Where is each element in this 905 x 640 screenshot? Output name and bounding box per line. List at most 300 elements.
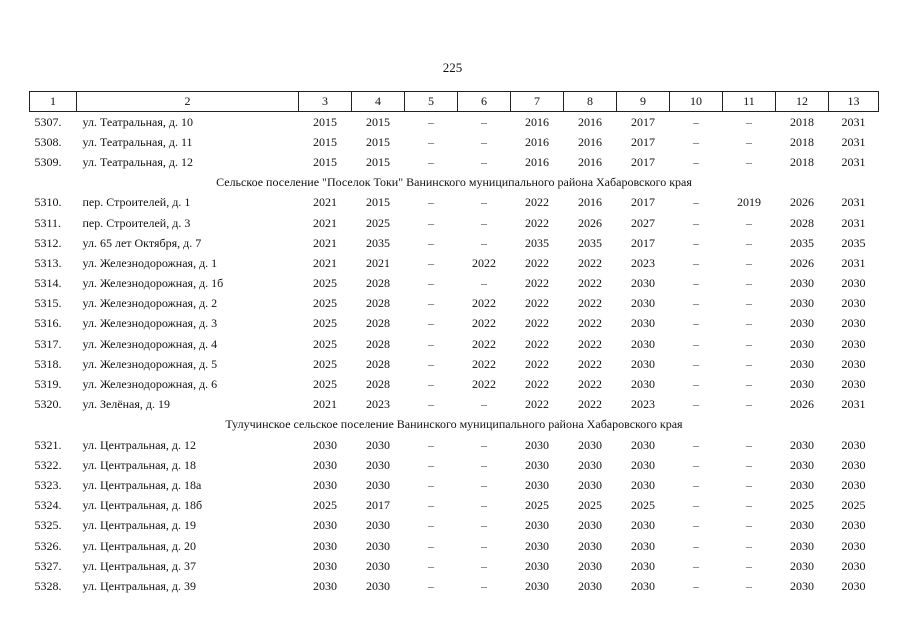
year-cell: – (693, 276, 699, 291)
year-cell: 2030 (790, 276, 814, 291)
column-header: 2 (77, 92, 299, 112)
table-row (30, 132, 879, 152)
table-row (30, 536, 879, 556)
section-row (30, 173, 879, 193)
year-cell: – (693, 578, 699, 593)
table-row (30, 294, 879, 314)
year-cell: – (428, 397, 434, 412)
year-cell: 2030 (525, 477, 549, 492)
year-cell: – (693, 437, 699, 452)
year-cell: – (428, 518, 434, 533)
year-cell: – (428, 235, 434, 250)
year-cell: – (481, 477, 487, 492)
year-cell: 2028 (366, 336, 390, 351)
year-cell: – (693, 498, 699, 513)
year-cell: 2016 (578, 154, 602, 169)
year-cell: 2030 (313, 538, 337, 553)
year-cell: – (746, 114, 752, 129)
address-cell: ул. Железнодорожная, д. 5 (82, 356, 218, 371)
year-cell: 2022 (472, 377, 496, 392)
year-cell: 2022 (525, 195, 549, 210)
year-cell: 2030 (841, 578, 866, 593)
address-cell: ул. Центральная, д. 18б (82, 498, 203, 513)
year-cell: 2022 (578, 276, 602, 291)
year-cell: 2030 (841, 477, 866, 492)
column-header: 6 (458, 92, 511, 112)
row-number-cell: 5327. (34, 558, 62, 573)
column-header: 3 (299, 92, 352, 112)
page-number: 225 (442, 60, 463, 75)
year-cell: 2030 (525, 457, 549, 472)
row-number-cell: 5315. (34, 296, 62, 311)
year-cell: 2015 (313, 134, 337, 149)
year-cell: 2025 (578, 498, 602, 513)
row-number-cell: 5312. (34, 235, 62, 250)
year-cell: – (746, 558, 752, 573)
year-cell: 2022 (472, 296, 496, 311)
address-cell: ул. Железнодорожная, д. 4 (82, 336, 218, 351)
row-number-cell: 5308. (34, 134, 62, 149)
year-cell: 2018 (790, 134, 814, 149)
year-cell: – (746, 356, 752, 371)
year-cell: – (746, 276, 752, 291)
year-cell: – (481, 558, 487, 573)
year-cell: 2030 (366, 437, 390, 452)
year-cell: 2022 (525, 276, 549, 291)
year-cell: – (481, 538, 487, 553)
year-cell: 2031 (841, 114, 866, 129)
year-cell: 2025 (841, 498, 866, 513)
year-cell: – (693, 255, 699, 270)
year-cell: – (746, 255, 752, 270)
year-cell: 2030 (790, 437, 814, 452)
year-cell: 2025 (313, 356, 337, 371)
year-cell: 2030 (366, 538, 390, 553)
column-header: 11 (723, 92, 776, 112)
year-cell: 2031 (841, 154, 866, 169)
year-cell: 2030 (366, 477, 390, 492)
year-cell: – (693, 356, 699, 371)
year-cell: – (746, 437, 752, 452)
row-number-cell: 5310. (34, 195, 62, 210)
year-cell: 2026 (790, 397, 814, 412)
year-cell: – (746, 316, 752, 331)
year-cell: 2023 (631, 255, 655, 270)
year-cell: 2017 (631, 195, 655, 210)
year-cell: – (693, 114, 699, 129)
section-heading: Сельское поселение "Поселок Токи" Ванинского муниципального района Хабаровского края (216, 175, 692, 190)
table-row (30, 213, 879, 233)
address-cell: ул. Центральная, д. 39 (82, 578, 197, 593)
year-cell: 2030 (631, 377, 655, 392)
row-number-cell: 5325. (34, 518, 62, 533)
year-cell: 2025 (313, 498, 337, 513)
year-cell: 2022 (525, 377, 549, 392)
year-cell: 2030 (790, 336, 814, 351)
year-cell: 2030 (631, 296, 655, 311)
table-row (30, 556, 879, 576)
year-cell: 2026 (790, 195, 814, 210)
address-cell: ул. Железнодорожная, д. 1б (82, 276, 224, 291)
year-cell: 2022 (578, 255, 602, 270)
year-cell: 2017 (631, 235, 655, 250)
year-cell: – (693, 316, 699, 331)
year-cell: – (428, 114, 434, 129)
year-cell: – (428, 457, 434, 472)
year-cell: – (693, 336, 699, 351)
year-cell: 2030 (313, 477, 337, 492)
year-cell: 2025 (313, 276, 337, 291)
year-cell: 2035 (525, 235, 549, 250)
year-cell: 2022 (472, 316, 496, 331)
year-cell: 2030 (313, 437, 337, 452)
year-cell: 2022 (578, 397, 602, 412)
year-cell: 2030 (841, 518, 866, 533)
year-cell: 2030 (525, 437, 549, 452)
address-cell: ул. Центральная, д. 37 (82, 558, 197, 573)
year-cell: – (428, 578, 434, 593)
year-cell: 2030 (631, 457, 655, 472)
year-cell: 2025 (313, 296, 337, 311)
column-header: 12 (776, 92, 829, 112)
row-number-cell: 5314. (34, 276, 62, 291)
year-cell: 2030 (631, 276, 655, 291)
row-number-cell: 5309. (34, 154, 62, 169)
year-cell: – (428, 276, 434, 291)
year-cell: – (428, 336, 434, 351)
year-cell: 2021 (313, 235, 337, 250)
year-cell: 2035 (578, 235, 602, 250)
year-cell: 2016 (525, 154, 549, 169)
year-cell: 2030 (578, 578, 602, 593)
table-row (30, 435, 879, 455)
year-cell: – (746, 498, 752, 513)
year-cell: 2031 (841, 255, 866, 270)
year-cell: 2021 (313, 397, 337, 412)
year-cell: – (428, 316, 434, 331)
year-cell: – (481, 397, 487, 412)
year-cell: – (481, 457, 487, 472)
year-cell: – (746, 215, 752, 230)
year-cell: – (481, 437, 487, 452)
year-cell: – (481, 134, 487, 149)
year-cell: 2030 (578, 477, 602, 492)
year-cell: – (481, 215, 487, 230)
year-cell: 2030 (631, 336, 655, 351)
year-cell: – (746, 134, 752, 149)
year-cell: 2030 (790, 316, 814, 331)
column-header: 8 (564, 92, 617, 112)
year-cell: 2030 (841, 538, 866, 553)
year-cell: – (693, 397, 699, 412)
year-cell: 2021 (313, 215, 337, 230)
year-cell: 2030 (366, 558, 390, 573)
year-cell: – (746, 235, 752, 250)
year-cell: – (428, 538, 434, 553)
year-cell: 2016 (578, 114, 602, 129)
table-row (30, 496, 879, 516)
year-cell: 2030 (366, 518, 390, 533)
year-cell: 2025 (313, 336, 337, 351)
year-cell: 2030 (313, 518, 337, 533)
row-number-cell: 5324. (34, 498, 62, 513)
address-cell: пер. Строителей, д. 1 (82, 195, 191, 210)
year-cell: – (428, 356, 434, 371)
year-cell: 2030 (790, 518, 814, 533)
year-cell: 2028 (366, 316, 390, 331)
year-cell: 2022 (578, 336, 602, 351)
year-cell: – (746, 296, 752, 311)
year-cell: 2017 (631, 134, 655, 149)
table-row (30, 395, 879, 415)
year-cell: – (746, 397, 752, 412)
address-cell: ул. Центральная, д. 20 (82, 538, 197, 553)
row-number-cell: 5318. (34, 356, 62, 371)
address-cell: ул. Железнодорожная, д. 2 (82, 296, 218, 311)
year-cell: – (746, 538, 752, 553)
column-header: 13 (829, 92, 879, 112)
year-cell: – (481, 578, 487, 593)
address-cell: ул. Железнодорожная, д. 6 (82, 377, 218, 392)
year-cell: 2030 (790, 558, 814, 573)
column-header: 9 (617, 92, 670, 112)
table-row (30, 193, 879, 213)
year-cell: 2030 (790, 538, 814, 553)
year-cell: 2022 (472, 356, 496, 371)
year-cell: 2025 (366, 215, 390, 230)
year-cell: 2015 (366, 154, 390, 169)
year-cell: 2028 (366, 296, 390, 311)
address-cell: пер. Строителей, д. 3 (82, 215, 191, 230)
year-cell: – (746, 377, 752, 392)
year-cell: 2017 (366, 498, 390, 513)
address-cell: ул. Железнодорожная, д. 3 (82, 316, 218, 331)
year-cell: 2031 (841, 134, 866, 149)
year-cell: 2021 (313, 195, 337, 210)
year-cell: – (428, 377, 434, 392)
year-cell: 2021 (366, 255, 390, 270)
year-cell: 2025 (313, 316, 337, 331)
year-cell: 2030 (790, 477, 814, 492)
year-cell: – (746, 336, 752, 351)
year-cell: – (481, 195, 487, 210)
year-cell: 2026 (578, 215, 602, 230)
year-cell: – (481, 154, 487, 169)
year-cell: – (428, 296, 434, 311)
column-header: 4 (352, 92, 405, 112)
year-cell: 2030 (631, 518, 655, 533)
year-cell: 2022 (525, 336, 549, 351)
address-cell: ул. Театральная, д. 11 (82, 134, 193, 149)
row-number-cell: 5316. (34, 316, 62, 331)
year-cell: 2015 (313, 114, 337, 129)
row-number-cell: 5311. (34, 215, 62, 230)
row-number-cell: 5322. (34, 457, 62, 472)
year-cell: 2022 (525, 356, 549, 371)
table-row (30, 516, 879, 536)
address-cell: ул. Железнодорожная, д. 1 (82, 255, 218, 270)
year-cell: 2030 (313, 578, 337, 593)
year-cell: 2035 (366, 235, 390, 250)
year-cell: 2025 (313, 377, 337, 392)
year-cell: 2030 (578, 558, 602, 573)
year-cell: 2030 (790, 377, 814, 392)
year-cell: 2022 (525, 255, 549, 270)
table-row (30, 253, 879, 273)
year-cell: – (481, 498, 487, 513)
year-cell: 2030 (841, 377, 866, 392)
table-row (30, 374, 879, 394)
year-cell: 2035 (841, 235, 866, 250)
year-cell: – (746, 518, 752, 533)
year-cell: 2019 (737, 195, 761, 210)
year-cell: – (693, 215, 699, 230)
year-cell: 2015 (313, 154, 337, 169)
row-number-cell: 5328. (34, 578, 62, 593)
address-cell: ул. Центральная, д. 12 (82, 437, 197, 452)
year-cell: 2022 (472, 255, 496, 270)
year-cell: 2030 (841, 336, 866, 351)
year-cell: 2030 (841, 296, 866, 311)
table-row (30, 314, 879, 334)
year-cell: – (428, 195, 434, 210)
year-cell: – (481, 518, 487, 533)
year-cell: 2030 (578, 518, 602, 533)
year-cell: 2035 (790, 235, 814, 250)
table-row (30, 475, 879, 495)
year-cell: – (428, 255, 434, 270)
year-cell: 2016 (525, 134, 549, 149)
year-cell: 2017 (631, 154, 655, 169)
year-cell: 2030 (525, 558, 549, 573)
year-cell: 2018 (790, 114, 814, 129)
year-cell: 2027 (631, 215, 655, 230)
year-cell: – (428, 477, 434, 492)
year-cell: – (481, 114, 487, 129)
year-cell: 2028 (366, 276, 390, 291)
year-cell: 2030 (841, 356, 866, 371)
data-table (29, 91, 879, 597)
year-cell: 2030 (841, 276, 866, 291)
year-cell: 2025 (790, 498, 814, 513)
year-cell: – (693, 558, 699, 573)
year-cell: 2022 (578, 377, 602, 392)
column-header: 5 (405, 92, 458, 112)
year-cell: 2021 (313, 255, 337, 270)
year-cell: 2030 (313, 558, 337, 573)
year-cell: 2025 (525, 498, 549, 513)
year-cell: 2030 (525, 538, 549, 553)
year-cell: 2022 (578, 356, 602, 371)
address-cell: ул. 65 лет Октября, д. 7 (82, 235, 202, 250)
year-cell: 2022 (525, 397, 549, 412)
table-row (30, 274, 879, 294)
year-cell: 2023 (366, 397, 390, 412)
column-header: 1 (30, 92, 77, 112)
year-cell: – (693, 538, 699, 553)
row-number-cell: 5326. (34, 538, 62, 553)
year-cell: – (428, 558, 434, 573)
year-cell: 2030 (790, 296, 814, 311)
year-cell: – (693, 134, 699, 149)
year-cell: 2030 (631, 578, 655, 593)
year-cell: 2017 (631, 114, 655, 129)
header-row (30, 92, 879, 112)
row-number-cell: 5319. (34, 377, 62, 392)
year-cell: 2022 (525, 215, 549, 230)
year-cell: 2022 (578, 316, 602, 331)
row-number-cell: 5313. (34, 255, 62, 270)
row-number-cell: 5320. (34, 397, 62, 412)
year-cell: – (481, 276, 487, 291)
year-cell: 2030 (790, 356, 814, 371)
column-header: 10 (670, 92, 723, 112)
year-cell: – (428, 498, 434, 513)
year-cell: 2030 (578, 538, 602, 553)
table-row (30, 455, 879, 475)
year-cell: 2030 (841, 558, 866, 573)
year-cell: 2016 (525, 114, 549, 129)
year-cell: 2030 (841, 437, 866, 452)
table-row (30, 152, 879, 172)
year-cell: 2022 (578, 296, 602, 311)
year-cell: – (693, 477, 699, 492)
address-cell: ул. Центральная, д. 19 (82, 518, 197, 533)
year-cell: 2022 (525, 296, 549, 311)
table-row (30, 233, 879, 253)
year-cell: – (693, 195, 699, 210)
section-row (30, 415, 879, 435)
address-cell: ул. Театральная, д. 10 (82, 114, 193, 129)
address-cell: ул. Зелёная, д. 19 (82, 397, 170, 412)
year-cell: 2030 (578, 437, 602, 452)
table-row (30, 112, 879, 133)
year-cell: 2031 (841, 397, 866, 412)
year-cell: 2022 (472, 336, 496, 351)
year-cell: – (693, 377, 699, 392)
year-cell: – (693, 296, 699, 311)
year-cell: 2030 (790, 457, 814, 472)
year-cell: – (428, 215, 434, 230)
year-cell: 2030 (366, 457, 390, 472)
table-row (30, 354, 879, 374)
year-cell: – (693, 235, 699, 250)
year-cell: 2028 (366, 356, 390, 371)
year-cell: 2028 (366, 377, 390, 392)
year-cell: – (693, 457, 699, 472)
year-cell: – (746, 457, 752, 472)
year-cell: 2018 (790, 154, 814, 169)
year-cell: – (746, 578, 752, 593)
year-cell: 2030 (631, 437, 655, 452)
address-cell: ул. Центральная, д. 18а (82, 477, 202, 492)
year-cell: – (693, 154, 699, 169)
year-cell: 2030 (841, 316, 866, 331)
year-cell: 2023 (631, 397, 655, 412)
year-cell: 2030 (790, 578, 814, 593)
year-cell: 2022 (525, 316, 549, 331)
year-cell: – (428, 134, 434, 149)
year-cell: 2030 (578, 457, 602, 472)
year-cell: 2030 (631, 538, 655, 553)
year-cell: – (746, 477, 752, 492)
table-row (30, 576, 879, 596)
year-cell: 2030 (631, 356, 655, 371)
row-number-cell: 5307. (34, 114, 62, 129)
year-cell: 2026 (790, 255, 814, 270)
section-heading: Тулучинское сельское поселение Ванинского муниципального района Хабаровского края (225, 417, 683, 432)
year-cell: – (428, 154, 434, 169)
